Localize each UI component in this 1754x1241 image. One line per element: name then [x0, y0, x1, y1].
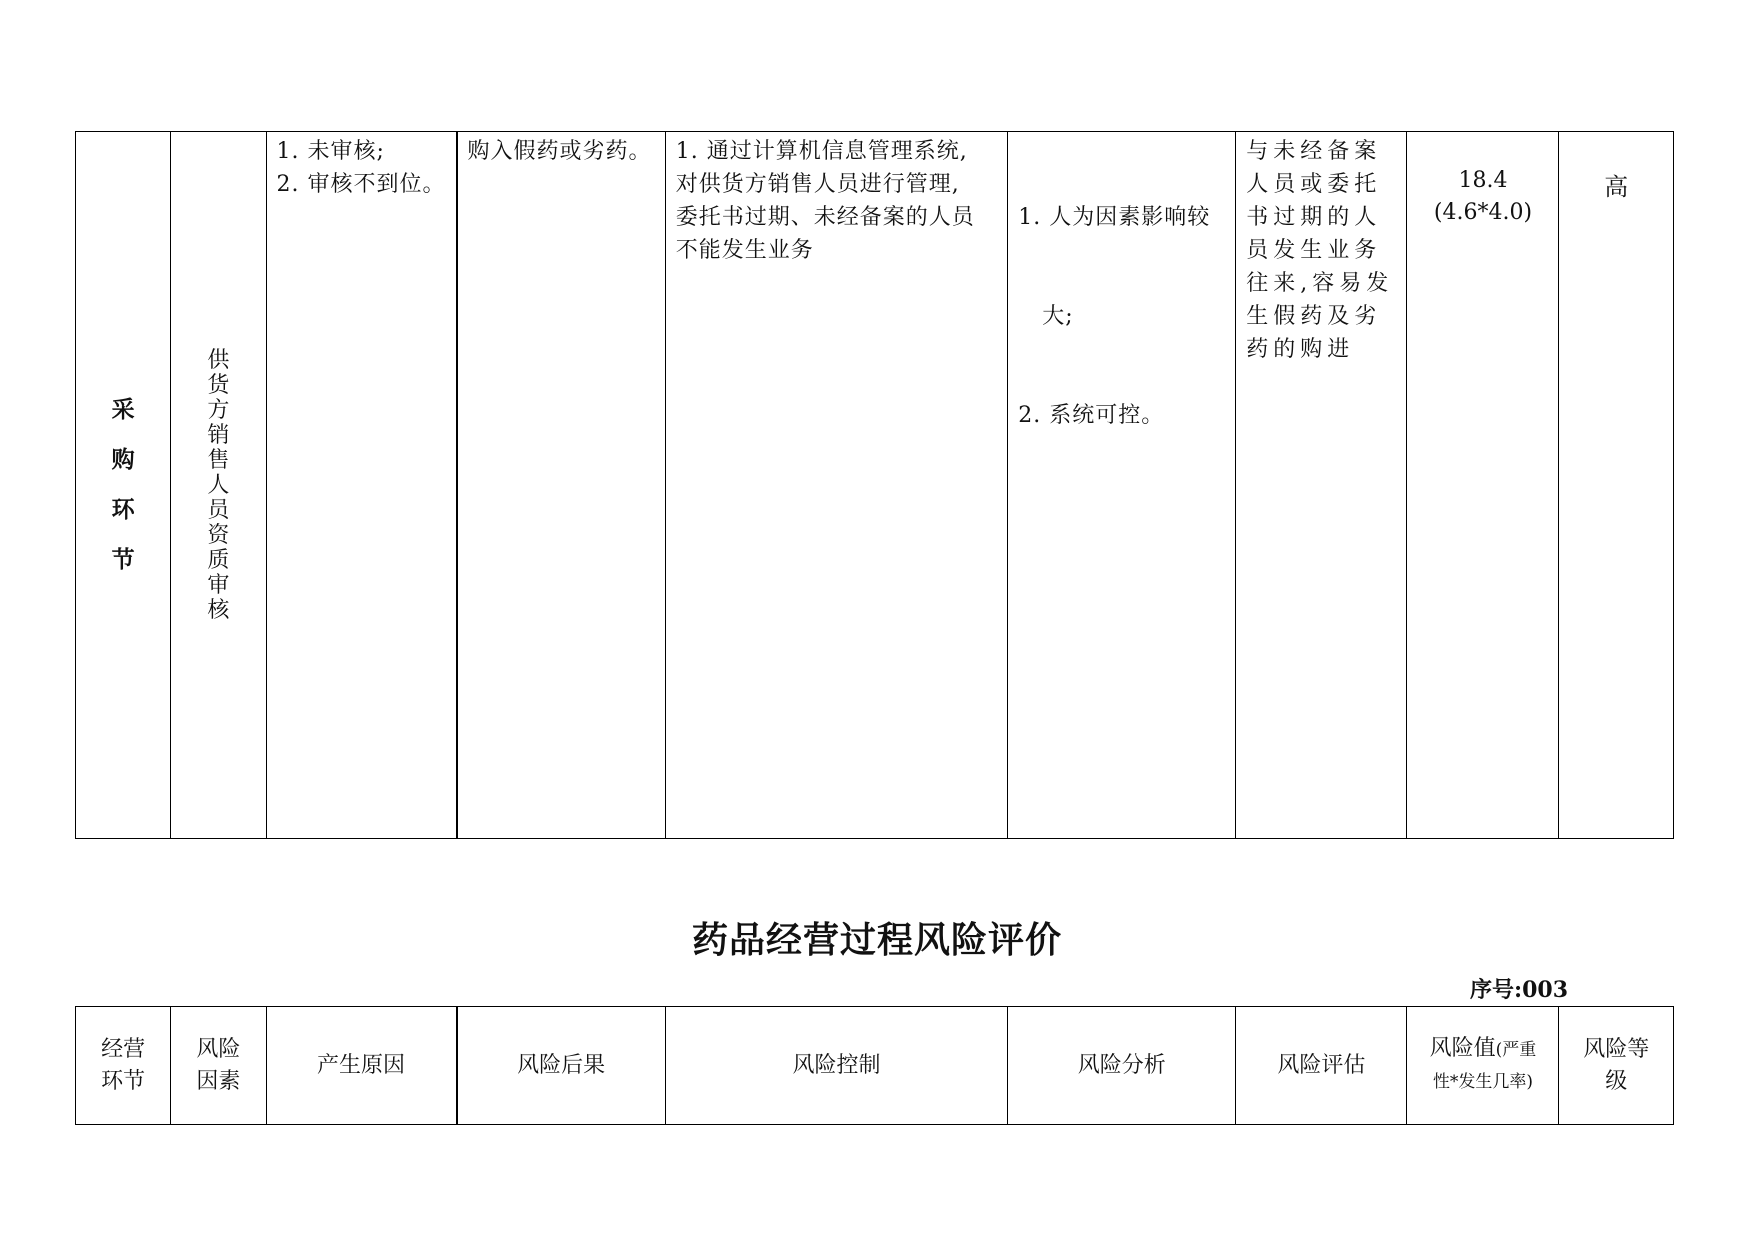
control-line: 委托书过期、未经备案的人员 — [675, 205, 975, 230]
control-line: 1. 通过计算机信息管理系统, — [675, 139, 968, 164]
stage-cell — [76, 132, 171, 839]
level-cell — [1559, 132, 1674, 839]
cause-line: 1. 未审核; — [276, 139, 385, 164]
control-cell — [665, 132, 1008, 839]
consequence-text: 购入假药或劣药。 — [467, 139, 652, 164]
header-table — [75, 1006, 1674, 1125]
assessment-line: 员发生业务 — [1246, 238, 1382, 263]
analysis-cell — [1008, 132, 1236, 839]
stage-char: 节 — [111, 546, 135, 573]
header-level — [1559, 1007, 1674, 1125]
cause-line: 2. 审核不到位。 — [276, 172, 446, 197]
factor-char: 人 — [207, 472, 230, 498]
value-cell — [1407, 132, 1559, 839]
stage-char: 环 — [111, 496, 135, 523]
header-value — [1407, 1007, 1559, 1125]
header-value-main: 风险值 — [1429, 1036, 1496, 1061]
header-line: 级 — [1605, 1068, 1628, 1094]
risk-detail-table — [75, 131, 1674, 839]
factor-char: 员 — [207, 497, 230, 523]
stage-char: 购 — [111, 446, 135, 473]
table-row — [76, 132, 1674, 839]
factor-char: 核 — [207, 597, 230, 623]
factor-char: 方 — [207, 397, 230, 423]
assessment-line: 与未经备案 — [1246, 139, 1382, 164]
header-value-sub: 性*发生几率) — [1432, 1072, 1534, 1092]
header-line: 环节 — [101, 1068, 146, 1094]
header-analysis: 风险分析 — [1008, 1007, 1236, 1125]
header-control: 风险控制 — [665, 1007, 1008, 1125]
assessment-line: 书过期的人 — [1246, 205, 1382, 230]
serial-number: 序号:003 — [1470, 977, 1569, 1003]
document-title: 药品经营过程风险评价 — [691, 919, 1062, 961]
header-assessment: 风险评估 — [1236, 1007, 1407, 1125]
assessment-line: 人员或委托 — [1246, 172, 1382, 197]
assessment-cell — [1236, 132, 1407, 839]
factor-char: 供 — [207, 347, 230, 373]
factor-char: 销 — [207, 422, 230, 448]
risk-value: 18.4 — [1458, 168, 1508, 193]
control-line: 对供货方销售人员进行管理, — [675, 172, 960, 197]
factor-char: 资 — [207, 522, 230, 548]
table-header-row — [76, 1007, 1674, 1125]
header-line: 风险等 — [1583, 1036, 1650, 1062]
analysis-line: 2. 系统可控。 — [1018, 403, 1165, 428]
risk-level: 高 — [1604, 173, 1629, 201]
risk-value-detail: (4.6*4.0) — [1433, 200, 1533, 225]
assessment-line: 往来,容易发 — [1246, 271, 1394, 296]
control-line: 不能发生业务 — [675, 238, 814, 263]
analysis-line: 大; — [1018, 304, 1074, 329]
stage-char: 采 — [111, 396, 135, 423]
factor-char: 售 — [207, 447, 230, 473]
assessment-line: 生假药及劣 — [1246, 304, 1382, 329]
header-consequence: 风险后果 — [457, 1007, 666, 1125]
header-value-sub: (严重 — [1495, 1040, 1537, 1060]
header-line: 因素 — [196, 1068, 241, 1094]
factor-char: 质 — [207, 547, 230, 573]
header-stage — [76, 1007, 171, 1125]
header-line: 风险 — [196, 1036, 241, 1062]
factor-char: 审 — [207, 572, 230, 598]
consequence-cell — [457, 132, 666, 839]
factor-char: 货 — [207, 372, 230, 398]
header-cause: 产生原因 — [266, 1007, 457, 1125]
header-line: 经营 — [101, 1036, 146, 1062]
header-factor — [171, 1007, 266, 1125]
assessment-line: 药的购进 — [1246, 337, 1355, 362]
factor-cell — [171, 132, 266, 839]
analysis-line: 1. 人为因素影响较 — [1018, 205, 1211, 230]
cause-cell — [266, 132, 457, 839]
